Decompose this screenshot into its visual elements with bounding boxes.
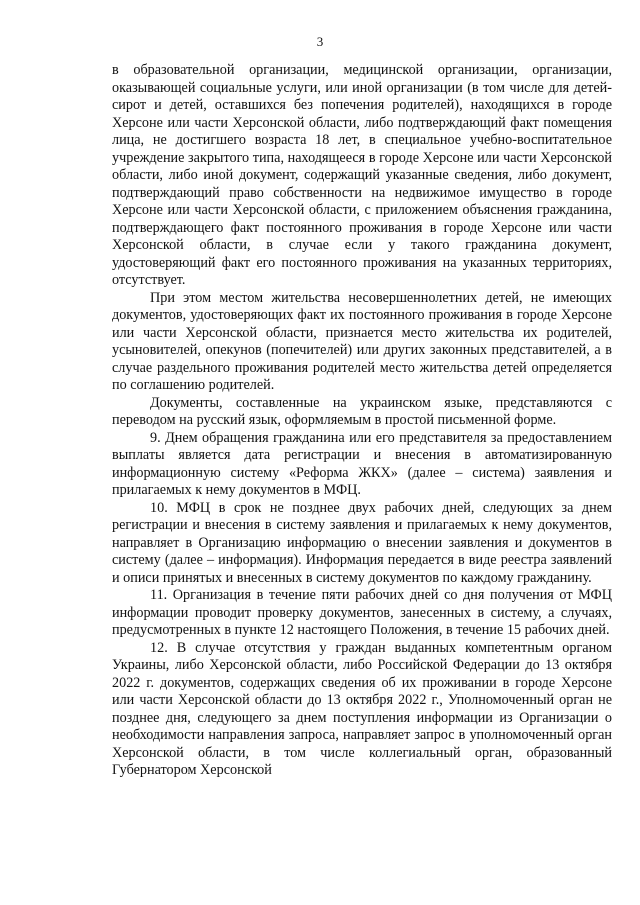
paragraph-item-11: 11. Организация в течение пяти рабочих дней со дня получения от МФЦ информации проводит проверку документов, занесенных в систему, а случаях, предусмотренных в пункте 12 настоящего Положения, в течение 15 рабочих дней. xyxy=(112,587,612,638)
paragraph-item-9: 9. Днем обращения гражданина или его представителя за предоставлением выплаты является дата регистрации и внесения в автоматизированную информационную систему «Реформа ЖКХ» (далее – система) заявления и прилагаемых к нему документов в МФЦ. xyxy=(112,429,612,498)
paragraph-item-10: 10. МФЦ в срок не позднее двух рабочих дней, следующих за днем регистрации и внесения в систему заявления и прилагаемых к нему документов, направляет в Организацию информацию о внесении заявления и документов в систему (далее – информация). Информация передается в виде реестра заявлений и описи принятых и внесенных в систему документов по каждому гражданину. xyxy=(112,499,612,586)
document-body xyxy=(112,62,612,780)
paragraph-item-12: 12. В случае отсутствия у граждан выданных компетентным органом Украины, либо Херсонской области, либо Российской Федерации до 13 октября 2022 г. документов, содержащих сведения об их проживании в городе Херсоне или части Херсонской области до 13 октября 2022 г., Уполномоченный орган не позднее дня, следующего за днем поступления информации из Организации о необходимости направления запроса, направляет запрос в уполномоченный орган Херсонской области, в том числе коллегиальный орган, образованный Губернатором Херсонской xyxy=(112,639,612,778)
paragraph-minors-residence: При этом местом жительства несовершеннолетних детей, не имеющих документов, удостоверяющих факт их постоянного проживания в городе Херсоне или части Херсонской области, признается место жительства их родителей, усыновителей, опекунов (попечителей) или других законных представителей, а в случае раздельного проживания родителей место жительства детей определяется по соглашению родителей. xyxy=(112,289,612,393)
paragraph-continuation: в образовательной организации, медицинской организации, организации, оказывающей социальные услуги, или иной организации (в том числе для детей-сирот и детей, оставшихся без попечения родителей), находящихся в городе Херсоне или части Херсонской области, либо подтверждающий факт помещения лица, не достигшего возраста 18 лет, в специальное учебно-воспитательное учреждение закрытого типа, находящееся в городе Херсоне или части Херсонской области, либо иной документ, содержащий указанные сведения, либо документ, подтверждающий право собственности на недвижимое имущество в городе Херсоне или части Херсонской области, с приложением объяснения гражданина, подтверждающего факт постоянного проживания в городе Херсоне или части Херсонской области, в случае если у такого гражданина документ, удостоверяющий факт его постоянного проживания на указанных территориях, отсутствует. xyxy=(112,62,612,288)
page-number: 3 xyxy=(316,34,324,49)
paragraph-ukrainian-documents: Документы, составленные на украинском языке, представляются с переводом на русский язык, оформляемым в простой письменной форме. xyxy=(112,394,612,428)
